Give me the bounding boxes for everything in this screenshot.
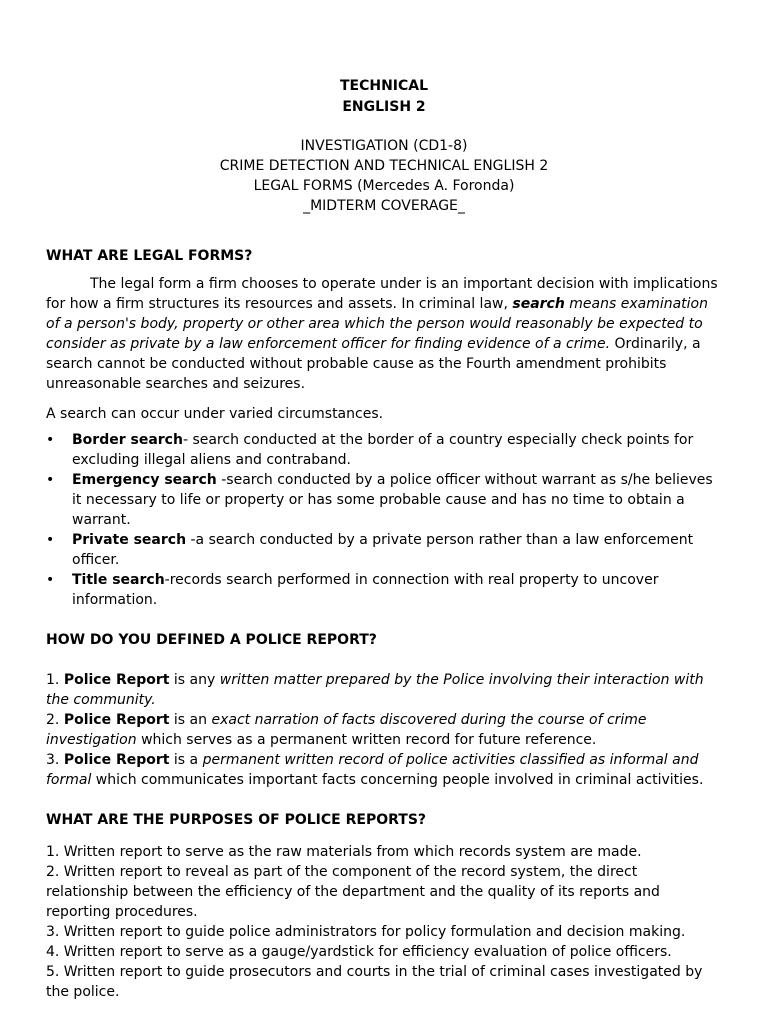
item-term: Police Report: [63, 712, 170, 728]
list-item: [46, 750, 722, 790]
search-intro: A search can occur under varied circumstances.: [46, 406, 384, 422]
list-item-text: -records search performed in connection with real property to uncover information.: [72, 572, 659, 608]
document-title: [46, 76, 722, 118]
list-item-text: -search conducted by a police officer without warrant as s/he believes it necessary to life or property or has some probable cause and has no time to obtain a warrant.: [72, 472, 713, 528]
section-heading-legal-forms: WHAT ARE LEGAL FORMS?: [46, 248, 253, 264]
bullet-icon: •: [46, 532, 55, 548]
paragraph-legal-forms: [46, 274, 722, 394]
list-item: 4. Written report to serve as a gauge/yardstick for efficiency evaluation of police officers.: [46, 944, 672, 960]
item-mid: is a: [169, 752, 203, 768]
list-item: [46, 710, 722, 750]
item-italic: permanent written record of police activities classified as informal and formal: [46, 752, 699, 788]
search-term: search: [512, 296, 565, 312]
list-item: [46, 530, 722, 570]
paragraph-part-b: Ordinarily, a search cannot be conducted without probable cause as the Fourth amendment prohibits unreasonable searches and seizures.: [46, 336, 701, 392]
title-line-1: TECHNICAL: [339, 78, 429, 94]
bullet-icon: •: [46, 472, 55, 488]
search-definition: means examination of a person's body, property or other area which the person would reasonably be expected to consider as private by a law enforcement officer for finding evidence of a crime.: [46, 296, 708, 352]
document-subtitle: [46, 136, 722, 216]
list-item-text: -a search conducted by a private person rather than a law enforcement officer.: [72, 532, 694, 568]
item-mid: is any: [169, 672, 220, 688]
list-item: 3. Written report to guide police administrators for policy formulation and decision making.: [46, 924, 686, 940]
section-heading-purposes: WHAT ARE THE PURPOSES OF POLICE REPORTS?: [46, 812, 427, 828]
item-italic: exact narration of facts discovered during the course of crime investigation: [46, 712, 647, 748]
subtitle-line-2: CRIME DETECTION AND TECHNICAL ENGLISH 2: [219, 158, 549, 174]
item-number: 3.: [46, 752, 64, 768]
list-item: 5. Written report to guide prosecutors and courts in the trial of criminal cases investigated by the police.: [46, 964, 703, 1000]
item-tail: which communicates important facts concerning people involved in criminal activities.: [91, 772, 704, 788]
purposes-list: [46, 842, 722, 1002]
list-item: [46, 470, 722, 530]
subtitle-line-4: _MIDTERM COVERAGE_: [303, 198, 465, 214]
list-item-text: - search conducted at the border of a country especially check points for excluding illegal aliens and contraband.: [72, 432, 694, 468]
list-item-term: Border search: [72, 432, 183, 448]
list-item: [46, 430, 722, 470]
list-item-term: Emergency search: [72, 472, 217, 488]
list-item: [46, 570, 722, 610]
section-heading-police-report: HOW DO YOU DEFINED A POLICE REPORT?: [46, 632, 377, 648]
item-number: 2.: [46, 712, 64, 728]
paragraph-part-a: The legal form a firm chooses to operate under is an important decision with implications for how a firm structures its resources and assets. In criminal law,: [46, 276, 718, 312]
list-item-term: Private search: [72, 532, 187, 548]
subtitle-line-1: INVESTIGATION (CD1-8): [300, 138, 468, 154]
bullet-icon: •: [46, 572, 55, 588]
police-report-definitions: [46, 670, 722, 790]
item-tail: which serves as a permanent written record for future reference.: [136, 732, 597, 748]
item-italic: written matter prepared by the Police involving their interaction with the community.: [46, 672, 704, 708]
list-item: [46, 670, 722, 710]
item-term: Police Report: [63, 752, 170, 768]
item-term: Police Report: [63, 672, 170, 688]
bullet-icon: •: [46, 432, 55, 448]
title-line-2: ENGLISH 2: [342, 99, 426, 115]
list-item: 2. Written report to reveal as part of the component of the record system, the direct relationship between the efficiency of the department and the quality of its reports and reporting procedures.: [46, 864, 660, 920]
list-item-term: Title search: [72, 572, 165, 588]
subtitle-line-3: LEGAL FORMS (Mercedes A. Foronda): [253, 178, 515, 194]
item-number: 1.: [46, 672, 64, 688]
list-item: 1. Written report to serve as the raw materials from which records system are made.: [46, 844, 642, 860]
search-types-list: [46, 430, 722, 610]
item-mid: is an: [169, 712, 212, 728]
